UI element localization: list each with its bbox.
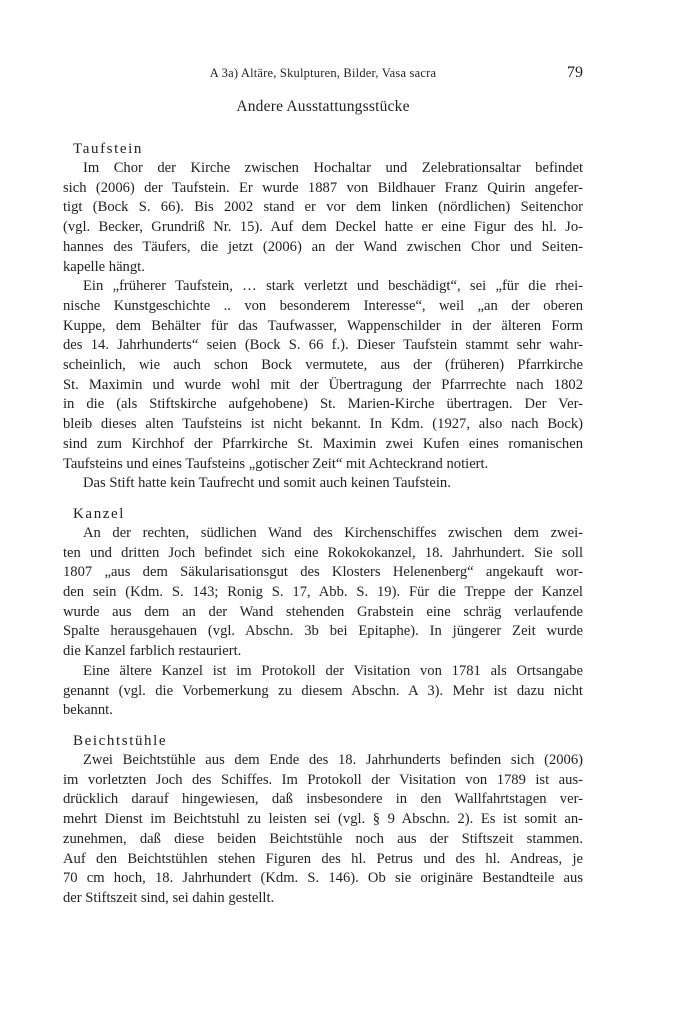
text-line: nische Kunstgeschichte .. von besonderem Interesse“, weil „an der oberen (63, 297, 583, 314)
text-line: des 14. Jahrhunderts“ seien (Bock S. 66 f.). Dieser Taufstein stammt sehr wahr- (63, 337, 583, 354)
paragraph (63, 524, 583, 662)
text-line: St. Maximin und wurde wohl mit der Übertragung der Pfarrrechte nach 1802 (63, 376, 583, 393)
text-line: die Kanzel farblich restauriert. (63, 643, 242, 660)
text-line: Im Chor der Kirche zwischen Hochaltar und Zelebrationsaltar befindet (83, 160, 583, 176)
text-line: An der rechten, südlichen Wand des Kirchenschiffes zwischen dem zwei- (83, 524, 583, 541)
text-line: in die (als Stiftskirche aufgehobene) St. Marien-Kirche übertragen. Der Ver- (63, 396, 583, 413)
section-gap (63, 721, 583, 731)
text-line: Ein „früherer Taufstein, … stark verletzt und beschädigt“, sei „für die rhei- (83, 278, 583, 295)
subsection-title: Beichtstühle (73, 732, 168, 749)
text-line: 70 cm hoch, 18. Jahrhundert (Kdm. S. 146). Ob sie originäre Bestandteile aus (63, 870, 583, 887)
text-line: (vgl. Becker, Grundriß Nr. 15). Auf dem Deckel hatte er eine Figur des hl. Jo- (63, 219, 583, 236)
text-line: wurde aus dem an der Wand stehenden Grabstein eine schräg verlaufende (63, 603, 583, 620)
text-line: scheinlich, wie auch schon Bock vermutete, aus der (früheren) Pfarrkirche (63, 357, 583, 374)
text-line: tigt (Bock S. 66). Bis 2002 stand er vor dem linken (nördlichen) Seitenchor (63, 199, 583, 216)
text-line: genannt (vgl. die Vorbemerkung zu diesem Abschn. A 3). Mehr ist dazu nicht (63, 682, 583, 699)
text-line: der Stiftszeit sind, sei dahin gestellt. (63, 889, 275, 906)
text-line: sich (2006) der Taufstein. Er wurde 1887 von Bildhauer Franz Quirin angefer- (63, 179, 583, 196)
subsection-title: Kanzel (73, 505, 126, 522)
paragraph (63, 662, 583, 721)
paragraph (63, 277, 583, 474)
page-number: 79 (567, 64, 583, 81)
text-line: den sein (Kdm. S. 143; Ronig S. 17, Abb. S. 19). Für die Treppe der Kanzel (63, 584, 583, 601)
running-head (63, 64, 583, 84)
text-line: sind zum Kirchhof der Pfarrkirche St. Maximin zwei Kufen eines romanischen (63, 435, 583, 452)
section-gap (63, 494, 583, 504)
text-line: Zwei Beichtstühle aus dem Ende des 18. Jahrhunderts befinden sich (2006) (83, 751, 583, 768)
text-line: Eine ältere Kanzel ist im Protokoll der Visitation von 1781 als Ortsangabe (83, 662, 583, 679)
running-title: A 3a) Altäre, Skulpturen, Bilder, Vasa sacra (209, 66, 437, 80)
section-heading: Andere Ausstattungsstücke (236, 98, 410, 115)
text-line: zunehmen, daß diese beiden Beichtstühle noch aus der Stiftszeit stammen. (63, 830, 583, 847)
text-line: kapelle hängt. (63, 258, 145, 275)
paragraph (63, 474, 583, 494)
text-line: ten und dritten Joch befindet sich eine Rokokokanzel, 18. Jahrhundert. Sie soll (63, 544, 583, 561)
text-line: Taufsteins und eines Taufsteins „gotischer Zeit“ mit Achteckrand notiert. (63, 455, 489, 472)
text-line: Auf den Beichtstühlen stehen Figuren des hl. Petrus und des hl. Andreas, je (63, 850, 583, 867)
text-line: mehrt Dienst im Beichtstuhl zu leisten sei (vgl. § 9 Abschn. 2). Es ist somit an- (63, 811, 583, 828)
document-body (63, 139, 583, 909)
text-line: bleib dieses alten Taufsteins ist nicht bekannt. In Kdm. (1927, also nach Bock) (63, 416, 583, 433)
text-line: Spalte herausgehauen (vgl. Abschn. 3b bei Epitaphe). In jüngerer Zeit wurde (63, 623, 583, 640)
text-line: 1807 „aus dem Säkularisationsgut des Klosters Helenenberg“ angekauft wor- (63, 564, 583, 581)
paragraph (63, 751, 583, 909)
text-line: Das Stift hatte kein Taufrecht und somit auch keinen Taufstein. (83, 475, 451, 492)
subsection-title: Taufstein (73, 141, 143, 157)
text-line: Kuppe, dem Behälter für das Taufwasser, Wappenschilder in der älteren Form (63, 317, 583, 334)
text-line: bekannt. (63, 702, 113, 719)
paragraph (63, 159, 583, 277)
text-line: im vorletzten Joch des Schiffes. Im Protokoll der Visitation von 1789 ist aus- (63, 771, 583, 788)
text-line: hannes des Täufers, die jetzt (2006) an der Wand zwischen Chor und Seiten- (63, 238, 583, 255)
text-line: drücklich darauf hingewiesen, daß insbesondere in den Wallfahrtstagen ver- (63, 791, 583, 808)
